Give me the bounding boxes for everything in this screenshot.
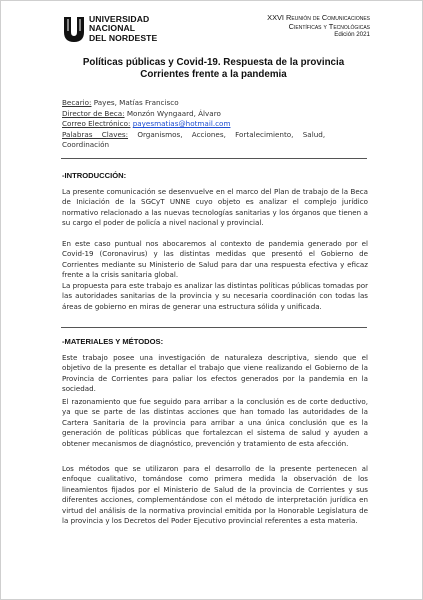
- intro-paragraph-2: En este caso puntual nos abocaremos al contexto de pandemia generado por el Covid-19 (Coronavirus) y las distintas medidas que presentó el Gobierno de Corrientes mediante su Ministerio de Salud para dar una respuesta efectiva y eficaz frente a la crisis sanitaria global.: [62, 239, 368, 280]
- becario-row: [62, 98, 368, 109]
- conference-name-line: Científicas y Tecnológicas: [288, 21, 370, 31]
- introduction-heading: -INTRODUCCIÓN:: [62, 171, 127, 180]
- title-line: Políticas públicas y Covid-19. Respuesta de la provincia: [82, 57, 345, 68]
- methods-paragraph-1: Este trabajo posee una investigación de naturaleza descriptiva, siendo que el objetivo de la presente es detallar el trabajo que viene realizando el Gobierno de la Provincia de Corrientes para paliar los efectos generados por la pandemia en la sociedad.: [62, 353, 368, 394]
- intro-paragraph-3: La propuesta para este trabajo es analizar las distintas políticas públicas tomadas por las autoridades sanitarias de la provincia y su necesaria coordinación con todas las áreas de gobierno en miras de generar una estructura sólida y unificada.: [62, 281, 368, 311]
- conference-name-line: XXVI Reunión de Comunicaciones: [267, 13, 370, 22]
- university-logo-icon: [63, 15, 85, 43]
- title-line: Corrientes frente a la pandemia: [140, 69, 287, 81]
- methods-paragraph-2: El razonamiento que fue seguido para arribar a la conclusión es de corte deductivo, ya que se parte de las distintas acciones que han tomado las autoridades de la Cartera Sanitaria de la provincia para arribar a una única conclusión que es la generación de políticas públicas que fortalezcan el sistema de salud y ayuden a obtener mecanismos de diagnóstico, prevención y tratamiento de esta afección.: [62, 397, 368, 448]
- director-label: Director de Beca:: [62, 108, 125, 118]
- becario-value: Payes, Matías Francisco: [91, 98, 179, 107]
- methods-paragraph-3: Los métodos que se utilizaron para el desarrollo de la presente pertenecen al enfoque cualitativo, tomándose como primera medida la observación de los lineamientos fijados por el Ministerio de Salud de la provincia de Corrientes y sus diferentes acciones, complementándose con el método de interpretación jurídica en virtud del análisis de la normativa provincial emitida por la Honorable Legislatura de la provincia y los Decretos del Poder Ejecutivo provincial referentes a esta materia.: [62, 464, 368, 526]
- director-value: Monzón Wyngaard, Álvaro: [124, 108, 221, 118]
- university-name-line: NACIONAL: [89, 23, 136, 34]
- document-title: [61, 57, 366, 82]
- author-metadata: [62, 98, 368, 151]
- keywords-label: Palabras Claves:: [62, 129, 129, 139]
- university-name-line: DEL NORDESTE: [89, 32, 158, 43]
- becario-label: Becario:: [62, 98, 92, 107]
- keywords-continuation: Coordinación: [62, 140, 110, 150]
- conference-edition: Edición 2021: [334, 31, 370, 39]
- director-row: [62, 109, 368, 120]
- university-name-line: UNIVERSIDAD: [89, 14, 150, 24]
- email-link[interactable]: payesmatias@hotmail.com: [132, 119, 231, 129]
- section-divider: [61, 158, 367, 159]
- conference-info: [267, 14, 370, 40]
- university-name: [89, 15, 157, 43]
- methods-heading: -MATERIALES Y MÉTODOS:: [62, 337, 164, 346]
- email-label: Correo Electrónico:: [62, 119, 131, 129]
- intro-paragraph-1: La presente comunicación se desenvuelve en el marco del Plan de trabajo de la Beca de Iniciación de la SGCyT UNNE cuyo objeto es analizar el complejo jurídico normativo relacionado a las nuevas tecnologías sanitarias y los órganos que tienen a su cargo el poder de policía a nivel nacional y provincial.: [62, 187, 368, 228]
- section-divider: [61, 327, 367, 328]
- keywords-row: [62, 130, 368, 141]
- email-row: [62, 119, 368, 130]
- keywords-value: Organismos, Acciones, Fortalecimiento, Salud,: [128, 129, 326, 139]
